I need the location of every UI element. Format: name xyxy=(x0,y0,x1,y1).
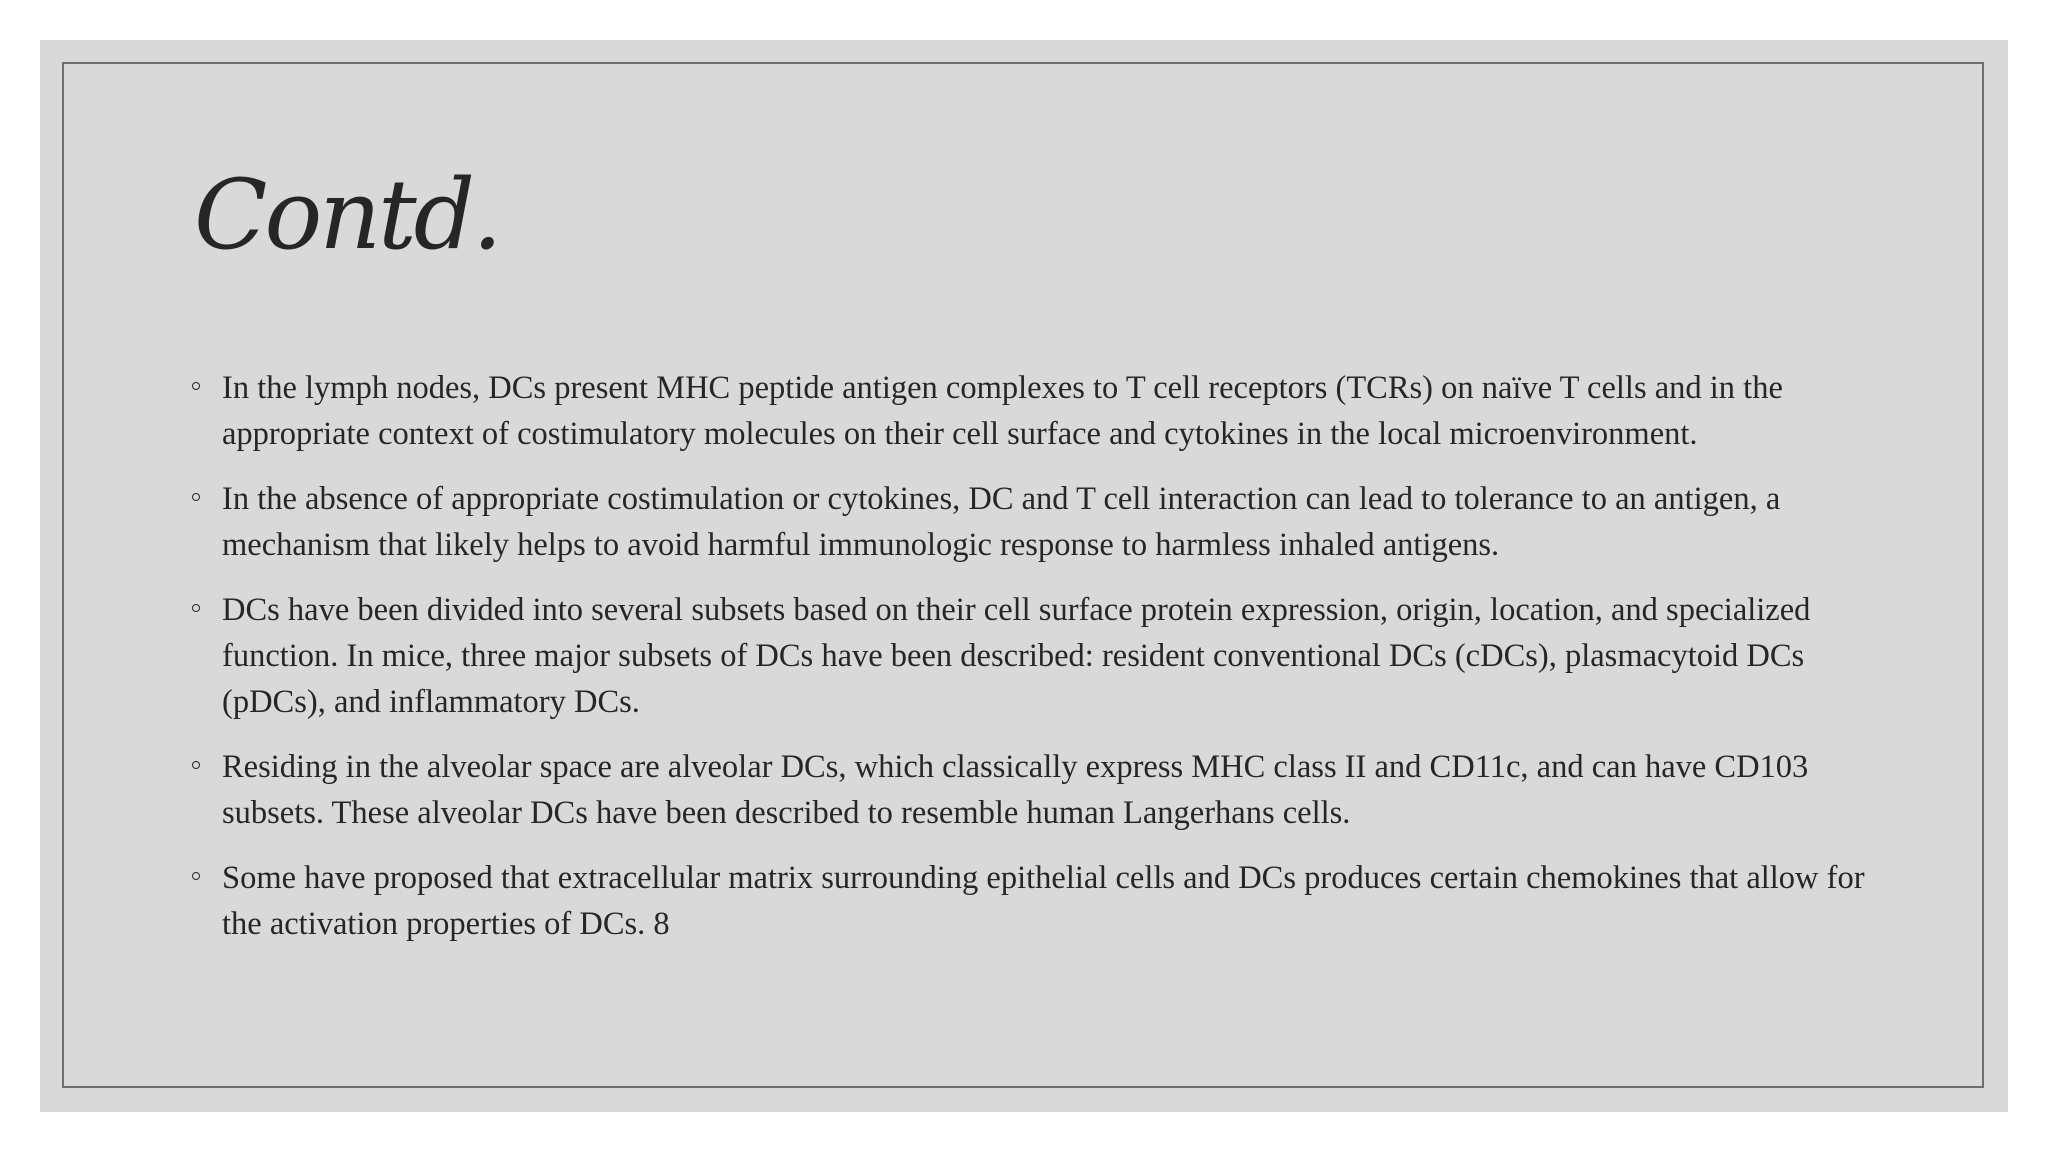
hollow-circle-icon xyxy=(192,493,200,501)
hollow-circle-icon xyxy=(192,382,200,390)
bullet-text-1: In the lymph nodes, DCs present MHC peptide antigen complexes to T cell receptors (TCRs) on naïve T cells and in the appropriate context of costimulatory molecules on their cell surface and cytokines in the local microenvironment. xyxy=(222,370,1783,452)
bullet-item-2 xyxy=(192,476,1912,568)
bullet-item-4 xyxy=(192,744,1912,836)
bullet-list xyxy=(192,365,1912,966)
bullet-item-5 xyxy=(192,855,1912,947)
bullet-text-5: Some have proposed that extracellular matrix surrounding epithelial cells and DCs produces certain chemokines that allow for the activation properties of DCs. 8 xyxy=(222,860,1865,942)
bullet-text-4: Residing in the alveolar space are alveolar DCs, which classically express MHC class II and CD11c, and can have CD103 subsets. These alveolar DCs have been described to resemble human Langerhans cells. xyxy=(222,749,1809,831)
slide-title: Contd. xyxy=(194,159,500,271)
bullet-text-3: DCs have been divided into several subsets based on their cell surface protein expression, origin, location, and specialized function. In mice, three major subsets of DCs have been described: resident conventional DCs (cDCs), plasmacytoid DCs (pDCs), and inflammatory DCs. xyxy=(222,592,1811,720)
hollow-circle-icon xyxy=(192,604,200,612)
slide xyxy=(40,40,2008,1112)
bullet-item-1 xyxy=(192,365,1912,457)
bullet-text-2: In the absence of appropriate costimulation or cytokines, DC and T cell interaction can lead to tolerance to an antigen, a mechanism that likely helps to avoid harmful immunologic response to harmless inhaled antigens. xyxy=(222,481,1781,563)
hollow-circle-icon xyxy=(192,761,200,769)
hollow-circle-icon xyxy=(192,872,200,880)
bullet-item-3 xyxy=(192,587,1912,725)
